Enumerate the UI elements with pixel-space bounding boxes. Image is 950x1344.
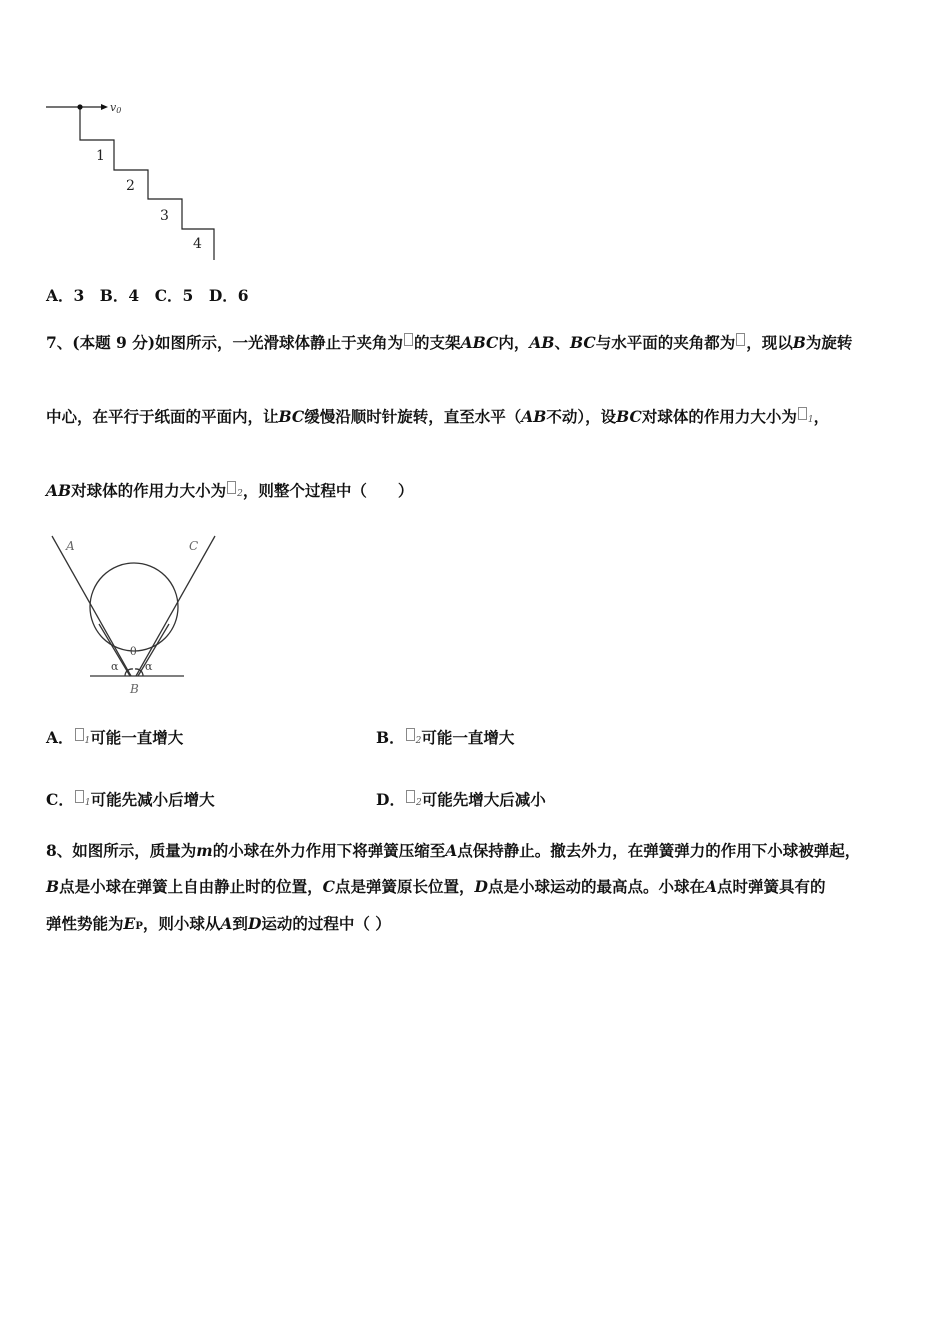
alpha-placeholder-icon xyxy=(736,333,745,346)
theta-placeholder-icon xyxy=(404,333,413,346)
q7-option-d: D． 2可能先增大后减小 xyxy=(376,790,546,809)
q7-line-3: AB对球体的作用力大小为 2，则整个过程中（ ） xyxy=(46,481,414,500)
step-label-3: 3 xyxy=(160,208,169,224)
q8-line-2: B点是小球在弹簧上自由静止时的位置，C点是弹簧原长位置，D点是小球运动的最高点。小球在A点时弹簧具有的 xyxy=(46,877,826,896)
q7-line-2: 中心，在平行于纸面的平面内，让BC缓慢沿顺时针旋转，直至水平（AB不动），设BC对球体的作用力大小为 1， xyxy=(46,407,830,426)
ball-dot xyxy=(77,104,82,109)
f2-placeholder-icon xyxy=(406,728,415,741)
q7-option-a: A． 1可能一直增大 xyxy=(46,728,184,747)
bracket-figure xyxy=(44,528,199,700)
label-alpha-right: α xyxy=(145,660,153,673)
q7-option-c: C． 1可能先减小后增大 xyxy=(46,790,215,809)
label-theta: θ xyxy=(130,645,137,658)
velocity-label: v0 xyxy=(110,101,122,115)
label-a: A xyxy=(66,539,75,553)
f1-placeholder-icon xyxy=(798,407,807,420)
q7-line-1: 7、(本题 9 分)如图所示，一光滑球体静止于夹角为 的支架ABC内，AB、BC与水平面的夹角都为 ，现以B为旋转 xyxy=(46,333,853,352)
step-label-1: 1 xyxy=(96,148,105,164)
step-label-4: 4 xyxy=(193,236,202,252)
step-label-2: 2 xyxy=(126,178,135,194)
label-alpha-left: α xyxy=(111,660,119,673)
velocity-arrowhead xyxy=(101,104,108,110)
staircase-figure xyxy=(40,95,230,265)
f1-placeholder-icon xyxy=(75,790,84,803)
q8-line-3: 弹性势能为EP，则小球从A到D运动的过程中（ ） xyxy=(46,914,391,933)
f1-placeholder-icon xyxy=(75,728,84,741)
q8-line-1: 8、如图所示，质量为m的小球在外力作用下将弹簧压缩至A点保持静止。撤去外力，在弹簧弹力的作用下小球被弹起， xyxy=(46,841,861,860)
f2-placeholder-icon xyxy=(406,790,415,803)
label-b: B xyxy=(130,682,139,696)
f2-placeholder-icon xyxy=(227,481,236,494)
q6-options: A．3 B．4 C．5 D．6 xyxy=(46,286,249,305)
q7-option-b: B． 2可能一直增大 xyxy=(376,728,515,747)
label-c: C xyxy=(189,539,199,553)
